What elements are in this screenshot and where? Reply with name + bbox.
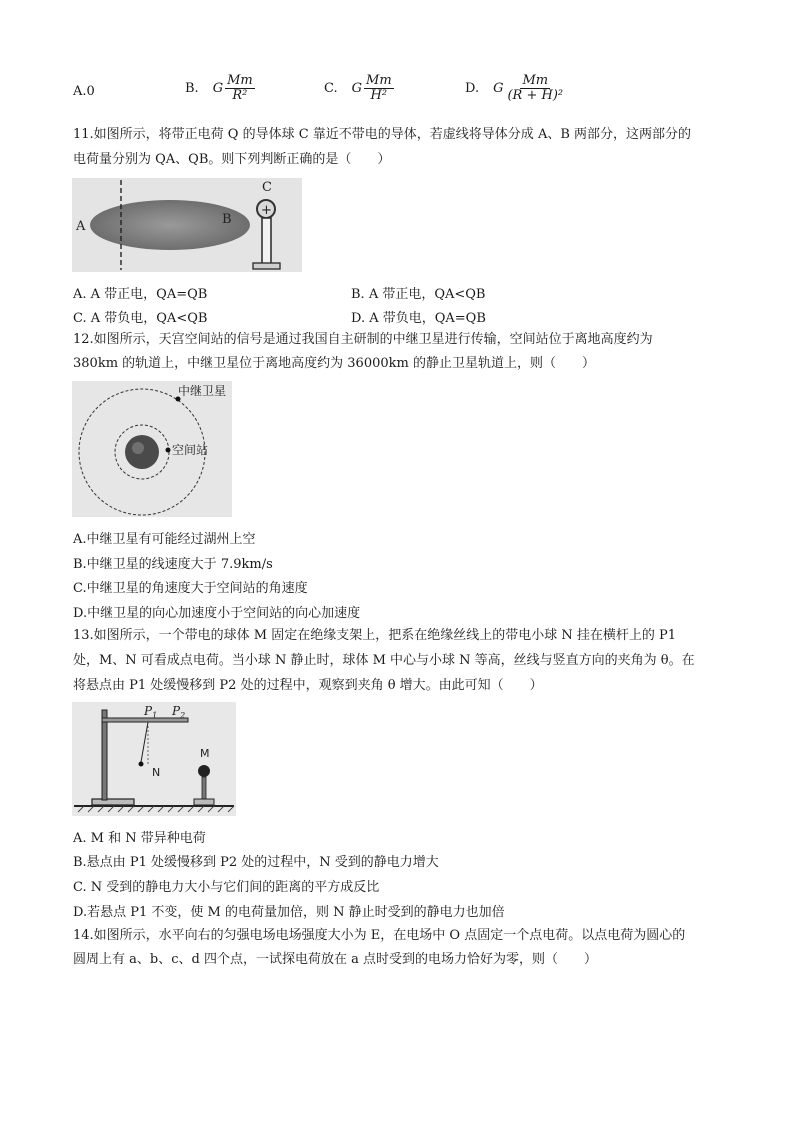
label-c: C — [262, 180, 272, 195]
m-support — [202, 777, 206, 799]
q12-option-c: C.中继卫星的角速度大于空间站的角速度 — [73, 581, 308, 596]
q10-option-b: B. G $\frac{Mm}{\text{R²}}$ — [185, 73, 253, 103]
q13-option-c: C. N 受到的静电力大小与它们间的距离的平方成反比 — [73, 880, 380, 895]
n-label: N — [152, 766, 161, 779]
vertical-pole — [102, 710, 107, 800]
p1-label: $P_1$ — [144, 704, 158, 720]
m-support-base — [194, 799, 214, 805]
space-station — [166, 448, 171, 453]
q11-option-b: B. A 带正电，QA<QB — [351, 287, 486, 302]
orbit-diagram — [72, 381, 232, 517]
q14-stem-line2: 圆周上有 a、b、c、d 四个点，一试探电荷放在 a 点时受到的电场力恰好为零，则（ ） — [73, 952, 597, 967]
q13-stem-line2: 处，M、N 可看成点电荷。当小球 N 静止时，球体 M 中心与小球 N 等高，丝线与竖直方向的夹角为 θ。在 — [73, 653, 695, 668]
q10-option-a: A.0 — [73, 84, 95, 99]
q12-stem-line2: 380km 的轨道上，中继卫星位于离地高度约为 36000km 的静止卫星轨道上，则（ ） — [73, 356, 595, 371]
q11-stem-line1: 11.如图所示，将带正电荷 Q 的导体球 C 靠近不带电的导体，若虚线将导体分成 A、B 两部分，这两部分的 — [73, 127, 692, 142]
q14-stem-line1: 14.如图所示，水平向右的匀强电场电场强度大小为 E，在电场中 O 点固定一个点电荷。以点电荷为圆心的 — [73, 928, 686, 943]
q12-figure — [72, 381, 232, 517]
coulomb-apparatus — [72, 702, 236, 816]
q10-option-d: D. G $\frac{Mm}{\text{(R + H)²}}$ — [465, 73, 564, 103]
q11-figure — [72, 178, 302, 272]
q11-option-c: C. A 带负电，QA<QB — [73, 311, 208, 326]
q12-option-d: D.中继卫星的向心加速度小于空间站的向心加速度 — [73, 606, 361, 621]
stand-base — [92, 799, 134, 805]
earth-highlight — [132, 442, 144, 454]
q13-option-d: D.若悬点 P1 不变，使 M 的电荷量加倍，则 N 静止时受到的静电力也加倍 — [73, 905, 505, 920]
conductor-diagram — [72, 178, 302, 272]
q11-option-d: D. A 带负电，QA=QB — [351, 311, 486, 326]
stand-base — [253, 263, 280, 269]
m-label: M — [200, 747, 210, 760]
silk-thread — [141, 722, 148, 762]
q12-stem-line1: 12.如图所示，天宫空间站的信号是通过我国自主研制的中继卫星进行传输，空间站位于离地高度约为 — [73, 332, 653, 347]
plus-sign: + — [261, 203, 272, 218]
q13-stem-line1: 13.如图所示，一个带电的球体 M 固定在绝缘支架上，把系在绝缘丝线上的带电小球 N 挂在横杆上的 P1 — [73, 628, 677, 643]
q13-figure — [72, 702, 236, 816]
label-b: B — [222, 212, 232, 227]
p2-label: $P_2$ — [172, 704, 186, 720]
q12-option-b: B.中继卫星的线速度大于 7.9km/s — [73, 557, 273, 572]
q13-stem-line3: 将悬点由 P1 处缓慢移到 P2 处的过程中，观察到夹角 θ 增大。由此可知（ ） — [73, 678, 543, 693]
q10-option-c: C. G $\frac{Mm}{\text{H²}}$ — [324, 73, 392, 103]
q12-option-a: A.中继卫星有可能经过湖州上空 — [73, 532, 256, 547]
q13-option-a: A. M 和 N 带异种电荷 — [73, 831, 206, 846]
q13-option-b: B.悬点由 P1 处缓慢移到 P2 处的过程中，N 受到的静电力增大 — [73, 855, 439, 870]
crossbar — [102, 718, 188, 722]
q11-option-a: A. A 带正电，QA=QB — [73, 287, 208, 302]
label-a: A — [76, 219, 86, 234]
q11-stem-line2: 电荷量分别为 QA、QB。则下列判断正确的是（ ） — [73, 152, 391, 167]
sphere-m — [198, 765, 210, 777]
ball-n — [139, 762, 144, 767]
relay-label: 中继卫星 — [178, 384, 227, 398]
insulating-stand — [262, 218, 271, 264]
station-label: 空间站 — [172, 443, 209, 457]
